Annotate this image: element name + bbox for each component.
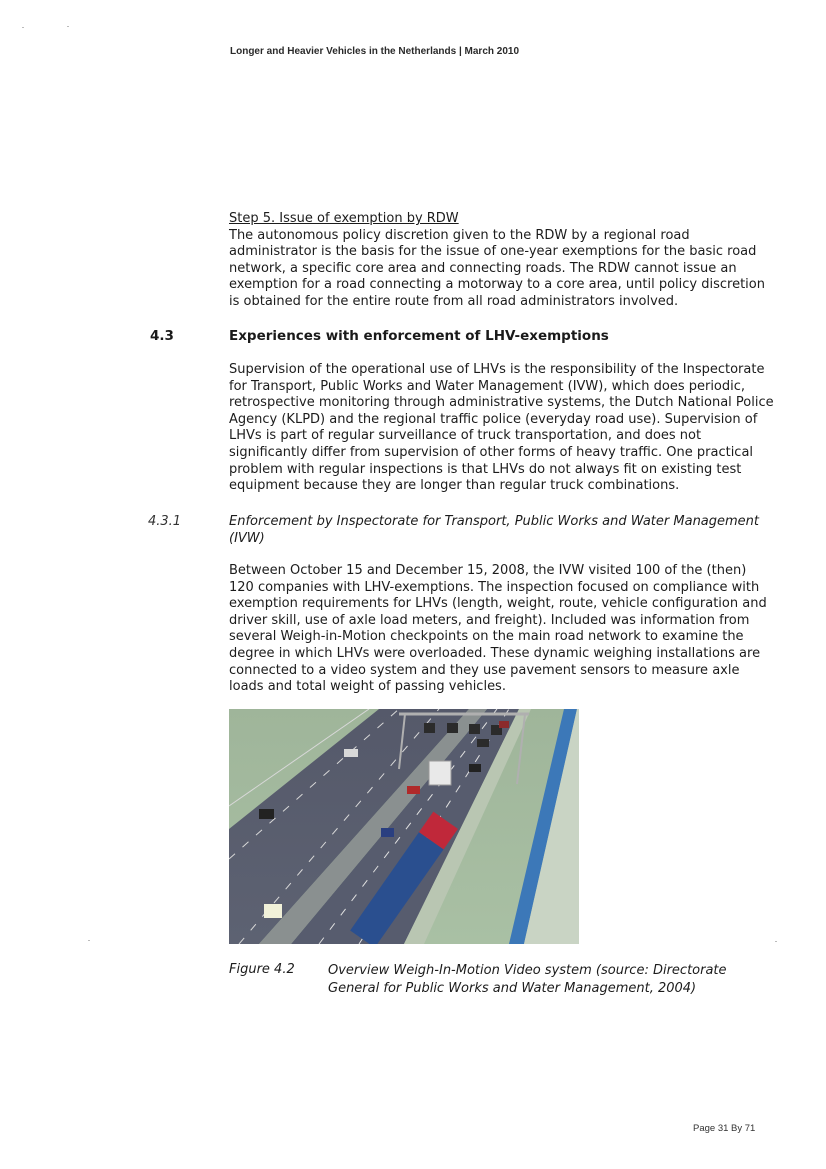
step5-title: Step 5. Issue of exemption by RDW xyxy=(229,211,459,226)
page-number: Page 31 By 71 xyxy=(693,1123,756,1134)
scan-speck xyxy=(775,941,777,942)
section-4-3-1-number: 4.3.1 xyxy=(148,514,182,529)
scan-speck xyxy=(22,27,24,28)
scan-speck xyxy=(67,26,69,27)
section-4-3-1-title: Enforcement by Inspectorate for Transport, Public Works and Water Management (IVW) xyxy=(229,514,760,546)
section-4-3-1-body: Between October 15 and December 15, 2008, the IVW visited 100 of the (then) 120 companies with LHV-exemptions. The inspection focused on compliance with exemption requirements for LHVs (length, weight, route, vehicle configuration and driver skill, use of axle load meters, and freight). Included was information from several Weigh-in-Motion checkpoints on the main road network to examine the degree in which LHVs were overloaded. These dynamic weighing installations are connected to a video system and they use pavement sensors to measure axle loads and total weight of passing vehicles. xyxy=(229,563,767,695)
running-header: Longer and Heavier Vehicles in the Netherlands | March 2010 xyxy=(230,46,520,57)
figure-label: Figure 4.2 xyxy=(229,962,295,977)
section-4-3-body: Supervision of the operational use of LHVs is the responsibility of the Inspectorate for Transport, Public Works and Water Management (IVW), which does periodic, retrospective monitoring through administrative systems, the Dutch National Police Agency (KLPD) and the regional traffic police (everyday road use). Supervision of LHVs is part of regular surveillance of truck transportation, and does not significantly differ from supervision of other forms of heavy traffic. One practical problem with regular inspections is that LHVs do not always fit on existing test equipment because they are longer than regular truck combinations. xyxy=(229,362,774,494)
scan-speck xyxy=(88,940,90,941)
figure-caption: Overview Weigh-In-Motion Video system (source: Directorate General for Public Works and Water Management, 2004) xyxy=(328,963,727,996)
section-4-3-title: Experiences with enforcement of LHV-exemptions xyxy=(229,328,609,344)
step5-body: The autonomous policy discretion given to the RDW by a regional road administrator is the basis for the issue of one-year exemptions for the basic road network, a specific core area and connecting roads. The RDW cannot issue an exemption for a road connecting a motorway to a core area, until policy discretion is obtained for the entire route from all road administrators involved. xyxy=(229,227,765,309)
step5-block xyxy=(229,211,774,311)
section-4-3-number: 4.3 xyxy=(150,328,174,344)
weigh-in-motion-photo xyxy=(229,709,579,944)
